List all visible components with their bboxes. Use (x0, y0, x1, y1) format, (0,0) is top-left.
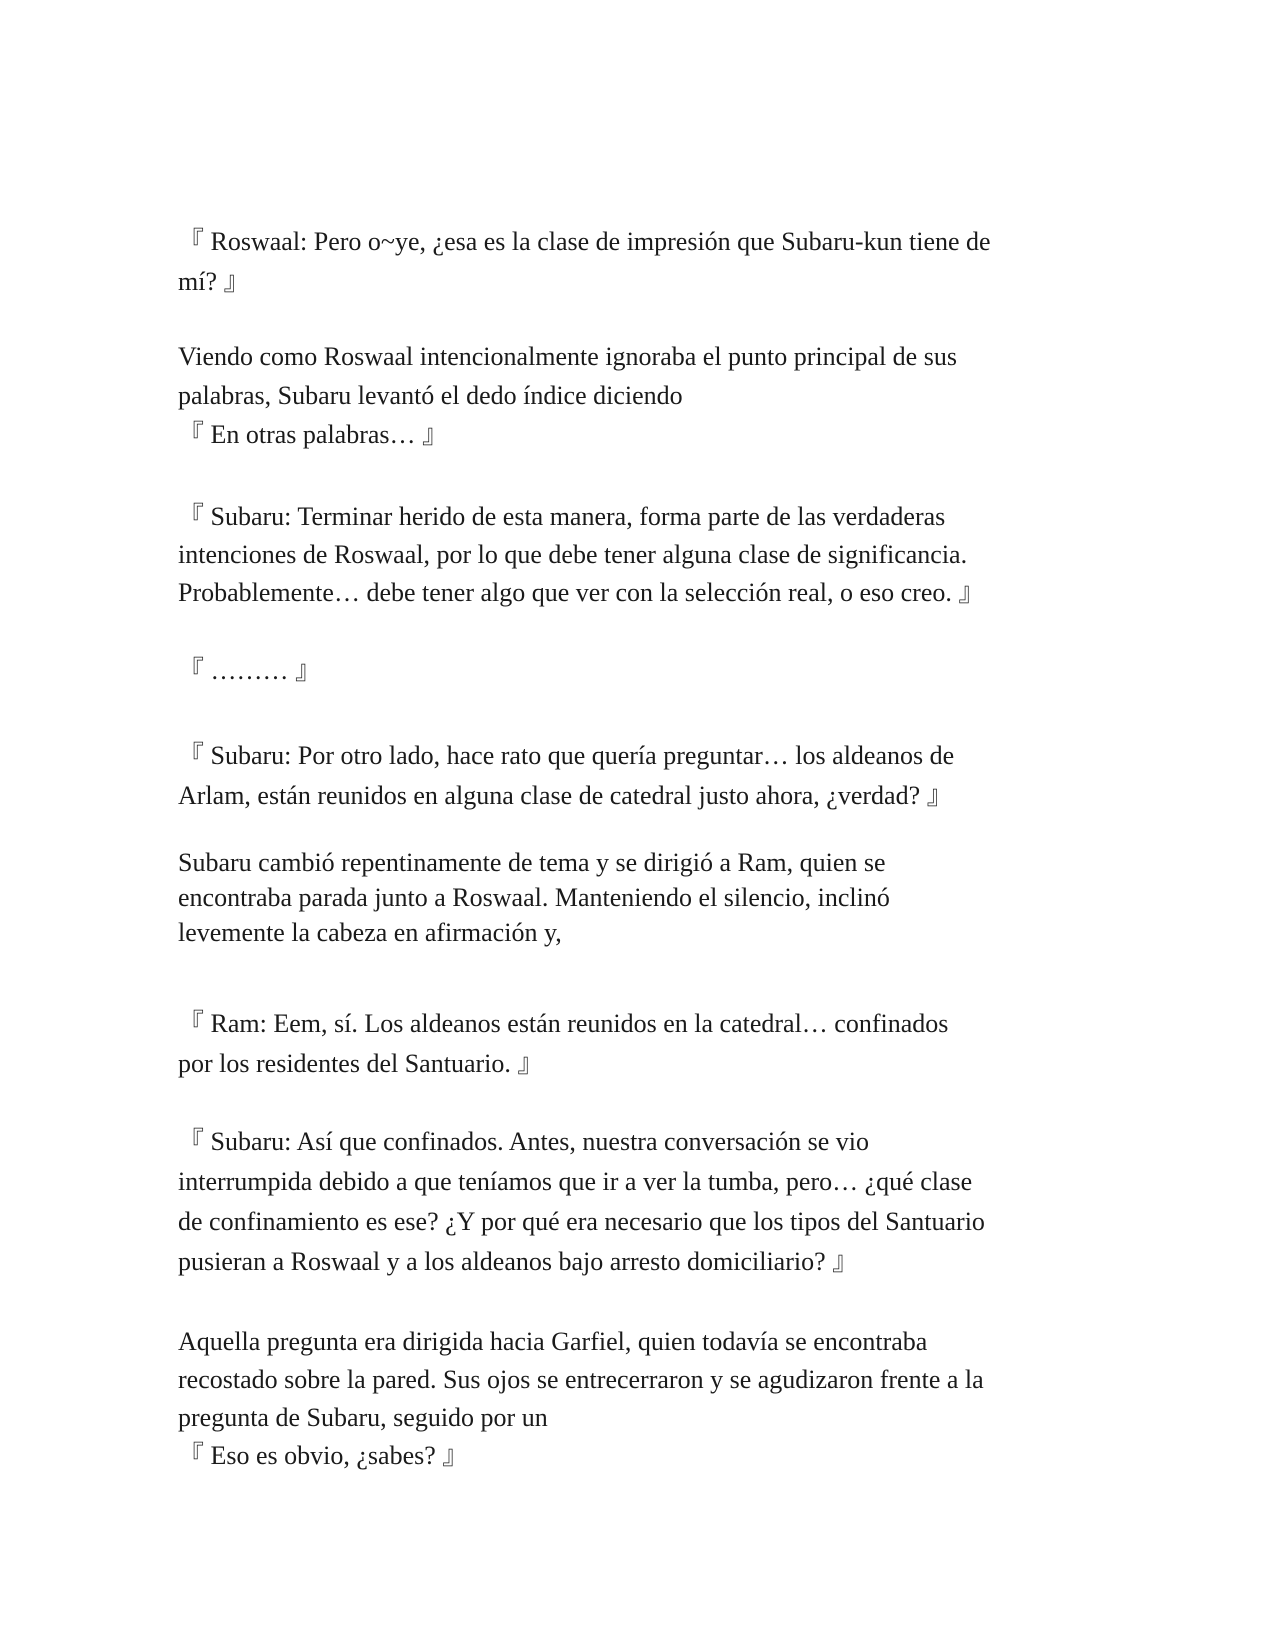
text-line: por los residentes del Santuario. 』 (178, 1049, 544, 1078)
text-line: 『 ……… 』 (178, 656, 322, 685)
text-line: 『 En otras palabras… 』 (178, 420, 449, 449)
text-line: 『 Subaru: Terminar herido de esta manera, forma parte de las verdaderas (178, 502, 946, 531)
text-line: intenciones de Roswaal, por lo que debe tener alguna clase de significancia. (178, 540, 968, 569)
text-line: pusieran a Roswaal y a los aldeanos bajo arresto domiciliario? 』 (178, 1247, 859, 1276)
text-line: palabras, Subaru levantó el dedo índice diciendo (178, 381, 683, 410)
text-line: levemente la cabeza en afirmación y, (178, 918, 562, 947)
text-line: 『 Subaru: Por otro lado, hace rato que quería preguntar… los aldeanos de (178, 741, 955, 770)
text-line: Subaru cambió repentinamente de tema y se dirigió a Ram, quien se (178, 848, 886, 877)
text-line: Arlam, están reunidos en alguna clase de catedral justo ahora, ¿verdad? 』 (178, 781, 953, 810)
text-line: Probablemente… debe tener algo que ver con la selección real, o eso creo. 』 (178, 578, 985, 607)
text-line: Viendo como Roswaal intencionalmente ignoraba el punto principal de sus (178, 342, 957, 371)
text-line: recostado sobre la pared. Sus ojos se entrecerraron y se agudizaron frente a la (178, 1365, 984, 1394)
text-line: pregunta de Subaru, seguido por un (178, 1403, 548, 1432)
text-line: 『 Ram: Eem, sí. Los aldeanos están reunidos en la catedral… confinados (178, 1009, 949, 1038)
text-line: de confinamiento es ese? ¿Y por qué era necesario que los tipos del Santuario (178, 1207, 985, 1236)
narration-garfiel-question (178, 1247, 1098, 1551)
text-line: 『 Eso es obvio, ¿sabes? 』 (178, 1441, 469, 1470)
text-line: mí? 』 (178, 267, 250, 296)
text-line: encontraba parada junto a Roswaal. Manteniendo el silencio, inclinó (178, 883, 890, 912)
text-line: Aquella pregunta era dirigida hacia Garfiel, quien todavía se encontraba (178, 1327, 928, 1356)
text-line: 『 Roswaal: Pero o~ye, ¿esa es la clase de impresión que Subaru-kun tiene de (178, 227, 991, 256)
text-line: interrumpida debido a que teníamos que ir a ver la tumba, pero… ¿qué clase (178, 1167, 973, 1196)
text-line: 『 Subaru: Así que confinados. Antes, nuestra conversación se vio (178, 1127, 870, 1156)
